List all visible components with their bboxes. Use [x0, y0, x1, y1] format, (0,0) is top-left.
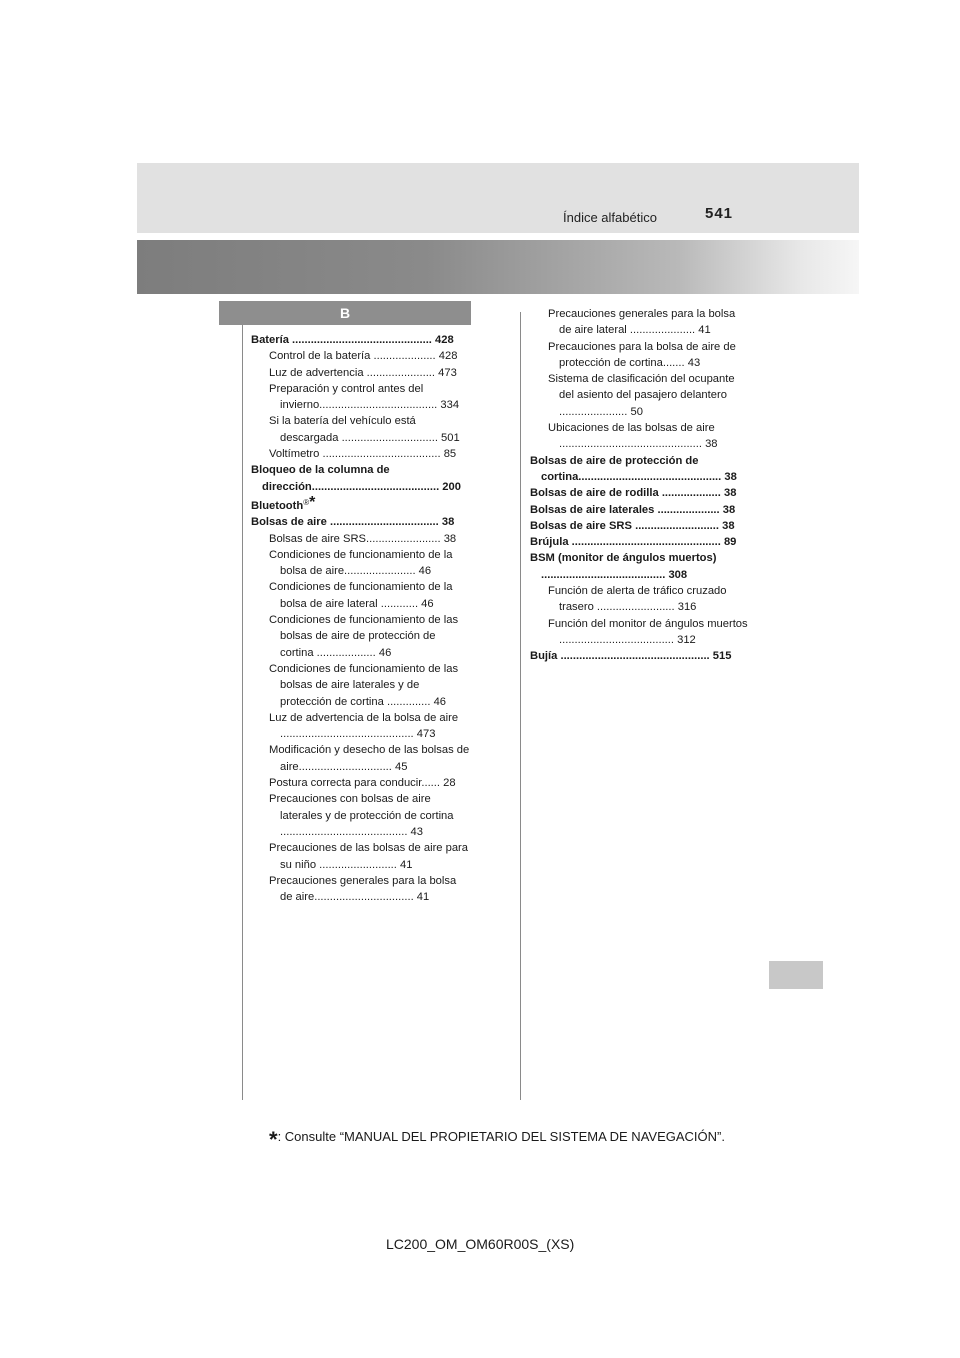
index-entry-text: Ubicaciones de las bolsas de aire .............................................. 38 [548, 422, 718, 451]
index-entry [530, 502, 750, 518]
index-entry-text: Modificación y desecho de las bolsas de aire.............................. 45 [269, 744, 470, 773]
index-entry-text: Bolsas de aire SRS ........................... 38 [530, 519, 735, 532]
index-entry [251, 742, 471, 775]
index-entry-text: Brújula ................................................ 89 [530, 536, 737, 549]
index-entry [251, 612, 471, 661]
index-entry-text: Condiciones de funcionamiento de la bolsa de aire....................... 46 [269, 548, 453, 578]
index-entry [251, 840, 471, 873]
index-entry [251, 462, 471, 495]
index-entry-text: Precauciones para la bolsa de aire de protección de cortina....... 43 [548, 340, 736, 369]
index-entry-text: Precauciones generales para la bolsa de aire................................ 41 [269, 874, 457, 904]
index-entry-text: Bolsas de aire de protección de cortina.............................................. 38 [530, 454, 737, 483]
index-entry [251, 381, 471, 414]
index-entry [251, 348, 471, 364]
index-entry [251, 514, 471, 530]
header-top-band [137, 163, 859, 233]
index-entry-text: Condiciones de funcionamiento de las bolsas de aire de protección de cortina ................... 46 [269, 614, 459, 659]
index-entry-text: Precauciones con bolsas de aire laterales y de protección de cortina ......................................... 43 [269, 793, 454, 838]
index-entry [251, 332, 471, 348]
index-entry-text: Función del monitor de ángulos muertos ..................................... 312 [548, 617, 748, 646]
index-entry [530, 648, 750, 664]
index-entry [530, 339, 750, 372]
index-entry [251, 531, 471, 547]
index-entry-text: Bolsas de aire de rodilla ................... 38 [530, 487, 737, 500]
index-entry [251, 547, 471, 580]
index-entry-text: Voltímetro ...................................... 85 [269, 448, 457, 461]
footnote-star: * [269, 1127, 278, 1152]
index-entry [251, 873, 471, 906]
index-entry [530, 583, 750, 616]
side-thumb-tab [769, 961, 823, 989]
index-entry [251, 495, 471, 514]
index-entry-text: Preparación y control antes del invierno...................................... 334 [269, 382, 460, 412]
index-entry-text: Condiciones de funcionamiento de la bolsa de aire lateral ............ 46 [269, 581, 453, 610]
index-entry-text: Luz de advertencia ...................... 473 [269, 366, 457, 379]
index-entry [530, 534, 750, 550]
index-entry [530, 420, 750, 453]
index-entry [530, 485, 750, 501]
index-entry-text: Si la batería del vehículo está descargada ............................... 501 [269, 415, 460, 444]
index-entry-text: Bloqueo de la columna de dirección......................................... 200 [251, 464, 461, 493]
index-entry-text: Bolsas de aire laterales .................... 38 [530, 503, 736, 516]
index-entry-text: Bujía ................................................ 515 [530, 650, 732, 663]
index-entry-text: Condiciones de funcionamiento de las bolsas de aire laterales y de protección de cortina .............. 46 [269, 662, 459, 708]
footnote [269, 1127, 725, 1153]
index-entry-text: Función de alerta de tráfico cruzado trasero ......................... 316 [548, 585, 727, 614]
index-entry-text: Control de la batería .................... 428 [269, 350, 458, 363]
index-entry-text: Bluetooth®* [251, 493, 316, 512]
index-entry [530, 616, 750, 649]
registered-mark: ® [303, 497, 310, 507]
index-entry [530, 518, 750, 534]
index-entry-text: Sistema de clasificación del ocupante del asiento del pasajero delantero ...................... 50 [548, 373, 735, 418]
index-entry [530, 550, 750, 583]
index-entry [251, 791, 471, 840]
index-entry-text: Bolsas de aire ................................... 38 [251, 516, 455, 529]
index-entry [251, 579, 471, 612]
page-number: 541 [705, 205, 734, 222]
index-entry [530, 371, 750, 420]
index-entry [251, 365, 471, 381]
header-gradient-band [137, 240, 859, 294]
index-entry [251, 775, 471, 791]
document-code: LC200_OM_OM60R00S_(XS) [386, 1236, 575, 1252]
index-entry [530, 306, 750, 339]
footnote-text: : Consulte “MANUAL DEL PROPIETARIO DEL SISTEMA DE NAVEGACIÓN”. [277, 1129, 725, 1144]
index-entry-text: Bolsas de aire SRS........................ 38 [269, 532, 457, 545]
index-entry-text: Precauciones generales para la bolsa de aire lateral ..................... 41 [548, 308, 736, 337]
index-entry [251, 661, 471, 710]
section-title: Índice alfabético [563, 210, 657, 225]
middle-column-rule [520, 312, 521, 1100]
index-column-left [251, 332, 471, 905]
index-entry-text: Luz de advertencia de la bolsa de aire ........................................... 473 [269, 711, 459, 741]
section-letter-bar: B [219, 301, 471, 325]
index-entry [530, 453, 750, 486]
index-entry-text: Batería ............................................. 428 [251, 334, 454, 346]
index-entry-text: Precauciones de las bolsas de aire para su niño ......................... 41 [269, 842, 469, 871]
index-entry-text: Postura correcta para conducir...... 28 [269, 777, 456, 790]
index-entry [251, 446, 471, 462]
footnote-reference-star: * [309, 493, 316, 511]
left-column-rule [242, 312, 243, 1100]
index-entry [251, 413, 471, 446]
index-entry-text: BSM (monitor de ángulos muertos) ........................................ 308 [530, 552, 717, 581]
index-entry [251, 710, 471, 743]
index-column-right [530, 306, 750, 665]
